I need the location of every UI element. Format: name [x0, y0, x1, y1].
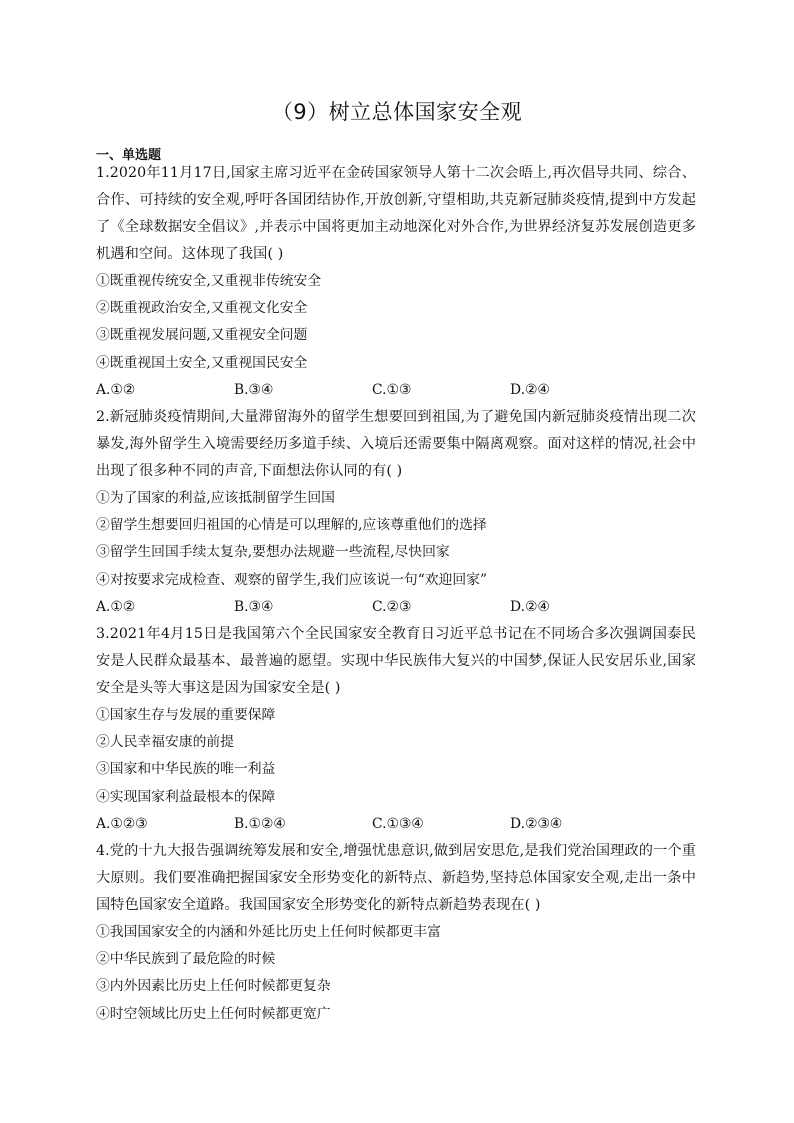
question-stem: 4.党的十九大报告强调统筹发展和安全,增强忧患意识,做到居安思危,是我们党治国理政的一个重大原则。我们要准确把握国家安全形势变化的新特点、新趋势,坚持总体国家安全观,走出一条中国特色国家安全道路。我国国家安全形势变化的新特点新趋势表现在( ) [96, 843, 696, 914]
question-option: ②人民幸福安康的前提 [96, 734, 234, 751]
choice-c: C.①③ [372, 381, 412, 398]
question-stem: 2.新冠肺炎疫情期间,大量滞留海外的留学生想要回到祖国,为了避免国内新冠肺炎疫情出现二次暴发,海外留学生入境需要经历多道手续、入境后还需要集中隔离观察。面对这样的情况,社会中出现了很多种不同的声音,下面想法你认同的有( ) [96, 409, 696, 480]
question-1 [96, 160, 696, 404]
question-option: ①我国国家安全的内涵和外延比历史上任何时候都更丰富 [96, 924, 441, 941]
question-option: ①国家生存与发展的重要保障 [96, 707, 276, 724]
choice-b: B.③④ [234, 598, 274, 615]
choice-a: A.①②③ [96, 815, 148, 832]
question-stem: 1.2020年11月17日,国家主席习近平在金砖国家领导人第十二次会晤上,再次倡导共同、综合、合作、可持续的安全观,呼吁各国团结协作,开放创新,守望相助,共克新冠肺炎疫情,提到中方发起了《全球数据安全倡议》,并表示中国将更加主动地深化对外合作,为世界经济复苏发展创造更多机遇和空间。这体现了我国( ) [96, 165, 696, 262]
choice-a: A.①② [96, 598, 136, 615]
question-option: ①既重视传统安全,又重视非传统安全 [96, 273, 322, 289]
question-option: ④实现国家利益最根本的保障 [96, 788, 276, 805]
choice-d: D.②③④ [510, 815, 563, 832]
page-title: （9）树立总体国家安全观 [271, 100, 523, 124]
answer-choices [96, 811, 696, 838]
question-option: ①为了国家的利益,应该抵制留学生回国 [96, 490, 335, 507]
question-option: ③既重视发展问题,又重视安全问题 [96, 327, 308, 344]
question-option: ③国家和中华民族的唯一利益 [96, 761, 276, 778]
answer-choices [96, 594, 696, 621]
question-option: ②中华民族到了最危险的时候 [96, 951, 276, 968]
question-option: ④时空领域比历史上任何时候都更宽广 [96, 1005, 331, 1022]
choice-c: C.②③ [372, 598, 412, 615]
question-option: ③内外因素比历史上任何时候都更复杂 [96, 978, 331, 995]
question-list [96, 160, 696, 1028]
section-heading: 一、单选题 [96, 148, 162, 163]
choice-a: A.①② [96, 381, 136, 398]
choice-d: D.②④ [510, 381, 550, 398]
question-option: ④对按要求完成检查、观察的留学生,我们应该说一句“欢迎回家” [96, 571, 488, 588]
question-option: ④既重视国土安全,又重视国民安全 [96, 354, 308, 371]
question-2 [96, 404, 696, 621]
question-stem: 3.2021年4月15日是我国第六个全民国家安全教育日习近平总书记在不同场合多次强调国泰民安是人民群众最基本、最普遍的愿望。实现中华民族伟大复兴的中国梦,保证人民安居乐业,国家安全是头等大事这是因为国家安全是( ) [96, 626, 696, 697]
question-4 [96, 838, 696, 1028]
choice-d: D.②④ [510, 598, 550, 615]
question-option: ②既重视政治安全,又重视文化安全 [96, 300, 308, 317]
answer-choices [96, 377, 696, 404]
choice-b: B.①②④ [234, 815, 286, 832]
choice-b: B.③④ [234, 381, 274, 398]
choice-c: C.①③④ [372, 815, 424, 832]
question-option: ③留学生回国手续太复杂,要想办法规避一些流程,尽快回家 [96, 544, 450, 561]
question-3 [96, 621, 696, 838]
question-option: ②留学生想要回归祖国的心情是可以理解的,应该尊重他们的选择 [96, 517, 487, 534]
